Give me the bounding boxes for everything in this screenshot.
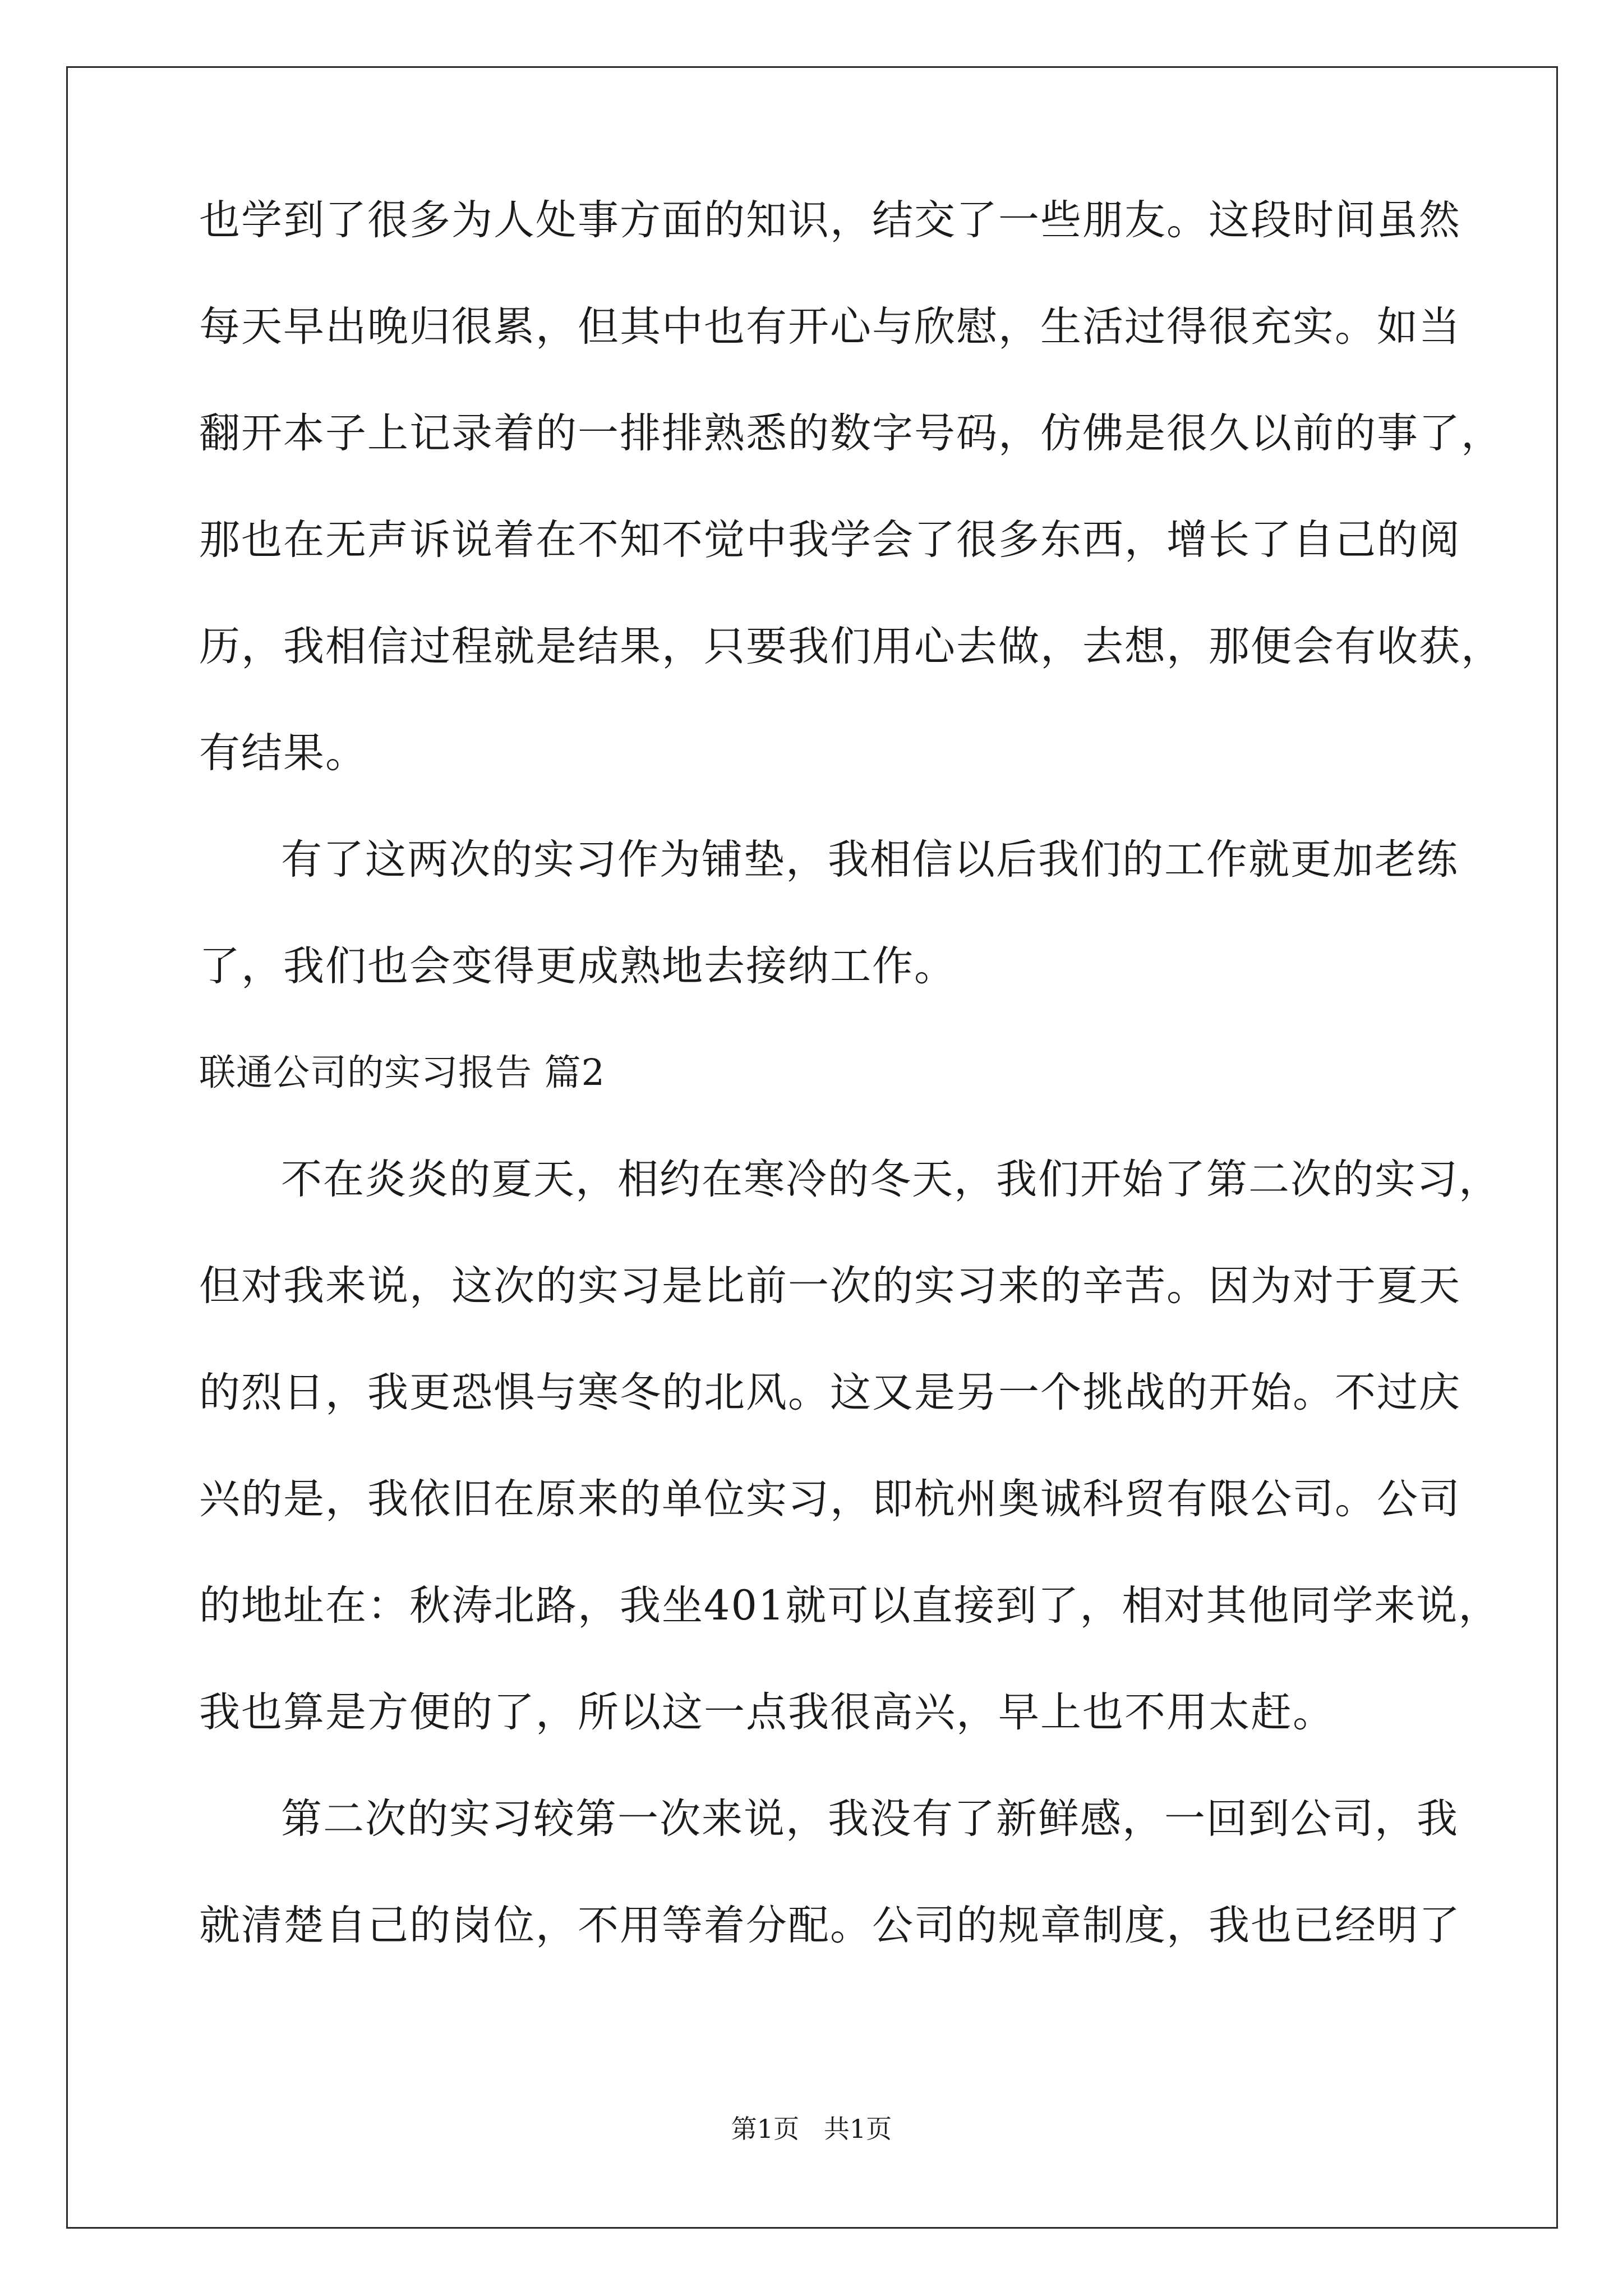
text-line: 翻开本子上记录着的一排排熟悉的数字号码，仿佛是很久以前的事了， <box>199 409 1503 457</box>
text-line: 兴的是，我依旧在原来的单位实习，即杭州奥诚科贸有限公司。公司 <box>199 1475 1461 1523</box>
section-heading: 联通公司的实习报告 篇2 <box>199 1052 606 1094</box>
page-footer: 第1页 共1页 <box>731 2114 892 2144</box>
text-line: 有结果。 <box>199 729 367 777</box>
text-line: 的地址在：秋涛北路，我坐401就可以直接到了，相对其他同学来说， <box>199 1582 1501 1630</box>
paragraph-start-line: 第二次的实习较第一次来说，我没有了新鲜感，一回到公司，我 <box>281 1795 1459 1843</box>
document-body <box>199 194 1503 2005</box>
text-line: 那也在无声诉说着在不知不觉中我学会了很多东西，增长了自己的阅 <box>199 516 1461 564</box>
text-line: 也学到了很多为人处事方面的知识，结交了一些朋友。这段时间虽然 <box>199 196 1461 244</box>
text-line: 历，我相信过程就是结果，只要我们用心去做，去想，那便会有收获， <box>199 623 1503 670</box>
text-line: 每天早出晚归很累，但其中也有开心与欣慰，生活过得很充实。如当 <box>199 303 1461 351</box>
text-line: 我也算是方便的了，所以这一点我很高兴，早上也不用太赶。 <box>199 1688 1335 1736</box>
text-line: 就清楚自己的岗位，不用等着分配。公司的规章制度，我也已经明了 <box>199 1902 1461 1949</box>
paragraph-start-line: 不在炎炎的夏天，相约在寒冷的冬天，我们开始了第二次的实习， <box>281 1156 1501 1203</box>
text-line: 但对我来说，这次的实习是比前一次的实习来的辛苦。因为对于夏天 <box>199 1262 1461 1310</box>
paragraph-start-line: 有了这两次的实习作为铺垫，我相信以后我们的工作就更加老练 <box>281 836 1459 884</box>
text-line: 了，我们也会变得更成熟地去接纳工作。 <box>199 942 956 990</box>
text-line: 的烈日，我更恐惧与寒冬的北风。这又是另一个挑战的开始。不过庆 <box>199 1369 1461 1416</box>
